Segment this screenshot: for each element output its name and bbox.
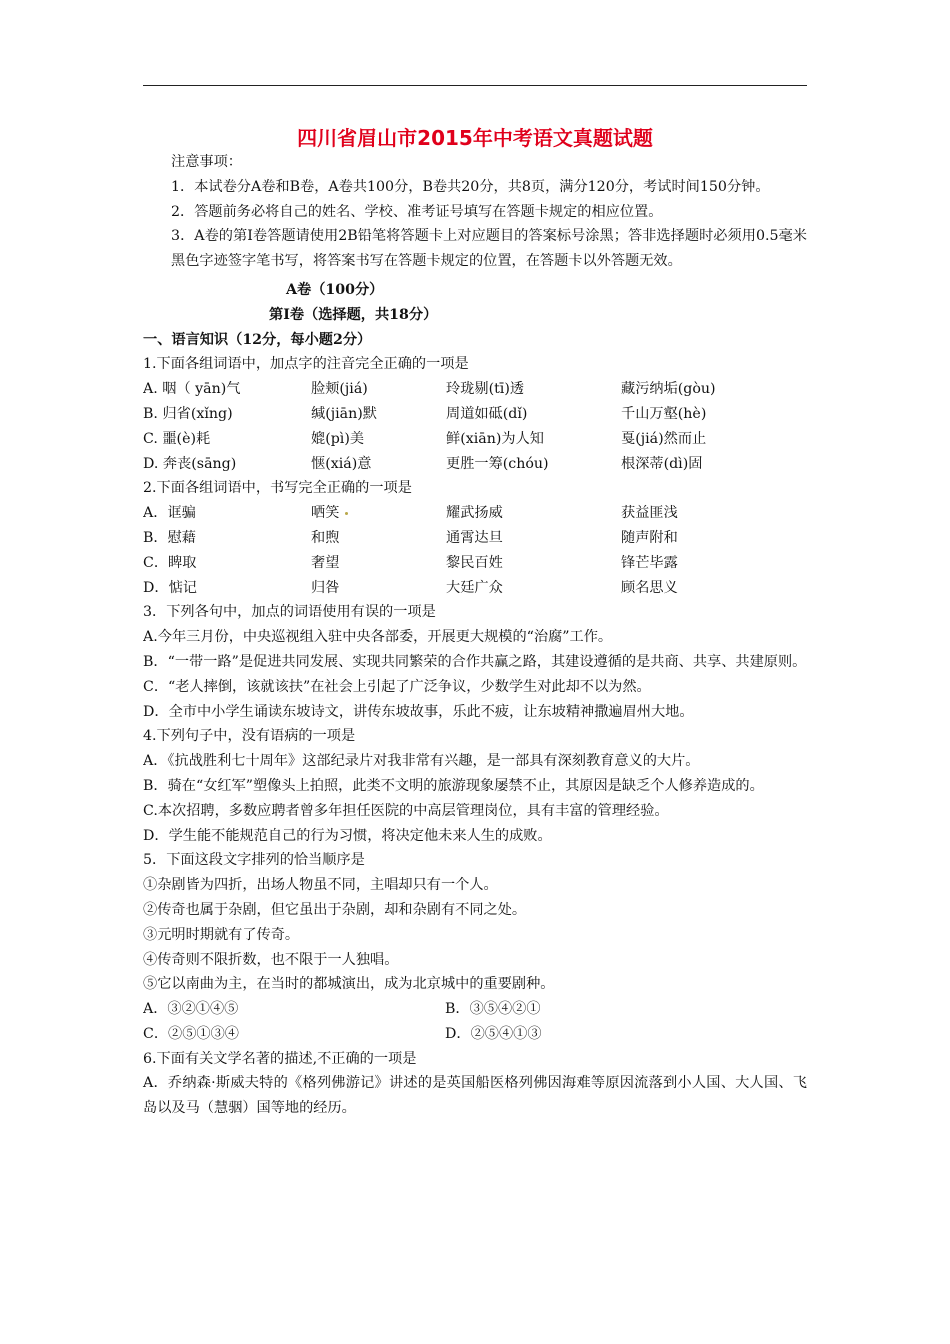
q2-d-1: D．惦记 [143, 579, 197, 596]
q1-b-4: 千山万壑(hè) [621, 405, 707, 422]
q4-option-a: A．《抗战胜利七十周年》这部纪录片对我非常有兴趣，是一部具有深刻教育意义的大片。 [143, 753, 700, 770]
q6-option-a: A．乔纳森·斯威夫特的《格列佛游记》讲述的是英国船医格列佛因海难等原因流落到小人国、大人国、飞岛以及马（慧骃）国等地的经历。 [143, 1075, 807, 1117]
q2-row-c [143, 551, 807, 576]
q5-option-d: D．②⑤④①③ [445, 1025, 542, 1042]
q5-option-c: C．②⑤①③④ [143, 1025, 239, 1042]
q1-a-4: 藏污纳垢(gòu) [621, 381, 716, 398]
q1-stem: 1.下面各组词语中，加点字的注音完全正确的一项是 [143, 356, 469, 373]
q2-b-4: 随声附和 [621, 529, 678, 546]
q3-option-d: D．全市中小学生诵读东坡诗文，讲传东坡故事，乐此不疲，让东坡精神撒遍眉州大地。 [143, 703, 694, 720]
q2-stem: 2.下面各组词语中，书写完全正确的一项是 [143, 480, 412, 497]
q5-option-b: B．③⑤④②① [445, 1001, 541, 1018]
q2-a-3: 耀武扬威 [446, 505, 503, 522]
q1-row-a [143, 377, 807, 402]
q2-row-b [143, 526, 807, 551]
q2-a-1: A．诓骗 [143, 505, 196, 522]
q5-options-row-2 [143, 1022, 807, 1047]
q5-item-3: ③元明时期就有了传奇。 [143, 926, 300, 943]
q1-c-1: C. 噩(è)耗 [143, 430, 211, 447]
q1-b-3: 周道如砥(dǐ) [446, 405, 528, 422]
q5-item-4: ④传奇则不限折数，也不限于一人独唱。 [143, 951, 399, 968]
q4-stem: 4.下列句子中，没有语病的一项是 [143, 728, 356, 745]
q1-c-4: 戛(jiá)然而止 [621, 430, 707, 447]
q5-item-2: ②传奇也属于杂剧，但它虽出于杂剧，却和杂剧有不同之处。 [143, 901, 527, 918]
doc-body [143, 150, 807, 1121]
q5-options-row-1 [143, 997, 807, 1022]
q5-item-5: ⑤它以南曲为主，在当时的都城演出，成为北京城中的重要剧种。 [143, 976, 555, 993]
q2-d-2: 归咎 [311, 579, 340, 596]
notes-heading: 注意事项： [171, 154, 242, 170]
q2-b-3: 通霄达旦 [446, 529, 503, 546]
q1-b-1: B. 归省(xǐng) [143, 405, 233, 422]
q1-c-3: 鲜(xiān)为人知 [446, 430, 544, 447]
q2-c-2: 奢望 [311, 554, 340, 571]
q4-option-d: D．学生能不能规范自己的行为习惯，将决定他未来人生的成败。 [143, 827, 552, 844]
q2-b-1: B．慰藉 [143, 529, 196, 546]
q5-item-1: ①杂剧皆为四折，出场人物虽不同，主唱却只有一个人。 [143, 877, 498, 894]
q1-a-1: A. 咽（ yān)气 [143, 381, 241, 398]
q1-d-2: 惬(xiá)意 [311, 455, 372, 472]
q2-b-2: 和煦 [311, 529, 340, 546]
part-1-heading: 一、语言知识（12分，每小题2分） [143, 331, 372, 348]
note-1: 1．本试卷分A卷和B卷，A卷共100分，B卷共20分，共8页，满分120分，考试时间150分钟。 [171, 178, 770, 195]
q1-c-2: 媲(pì)美 [311, 430, 365, 447]
q3-option-c: C．“老人摔倒，该就该扶”在社会上引起了广泛争议，少数学生对此却不以为然。 [143, 678, 651, 695]
q1-row-c [143, 427, 807, 452]
q1-a-2: 脸颊(jiá) [311, 381, 368, 398]
q2-d-4: 顾名思义 [621, 579, 678, 596]
q4-option-b: B．骑在“女红军”塑像头上拍照，此类不文明的旅游现象屡禁不止，其原因是缺乏个人修养造成的。 [143, 777, 764, 794]
q5-option-a: A．③②①④⑤ [143, 1001, 239, 1018]
q4-option-c: C.本次招聘，多数应聘者曾多年担任医院的中高层管理岗位，具有丰富的管理经验。 [143, 802, 669, 819]
q1-row-b [143, 402, 807, 427]
q2-d-3: 大廷广众 [446, 579, 503, 596]
q2-c-1: C．睥取 [143, 554, 197, 571]
q1-a-3: 玲珑剔(tī)透 [446, 381, 525, 398]
q2-a-2 [311, 501, 446, 526]
q1-row-d [143, 452, 807, 477]
stray-dot-mark [345, 512, 348, 515]
q2-row-d [143, 576, 807, 601]
q2-c-3: 黎民百姓 [446, 554, 503, 571]
q6-stem: 6.下面有关文学名著的描述,不正确的一项是 [143, 1050, 417, 1067]
q3-option-a: A.今年三月份，中央巡视组入驻中央各部委，开展更大规模的“治腐”工作。 [143, 629, 613, 646]
q5-stem: 5．下面这段文字排列的恰当顺序是 [143, 852, 365, 869]
q1-d-1: D. 奔丧(sāng) [143, 455, 237, 472]
header-rule [143, 85, 807, 86]
section-a-heading: A卷（100分） [286, 281, 384, 298]
q2-a-4: 获益匪浅 [621, 505, 678, 522]
note-3: 3．A卷的第Ⅰ卷答题请使用2B铅笔将答题卡上对应题目的答案标号涂黑；答非选择题时必须用0.5毫米黑色字迹签字笔书写，将答案书写在答题卡规定的位置，在答题卡以外答题无效。 [171, 228, 807, 270]
q1-d-3: 更胜一筹(chóu) [446, 455, 549, 472]
q3-option-b: B．“一带一路”是促进共同发展、实现共同繁荣的合作共赢之路，其建设遵循的是共商、共享、共建原则。 [143, 653, 807, 670]
q2-c-4: 锋芒毕露 [621, 554, 678, 571]
section-1-heading: 第Ⅰ卷（选择题，共18分） [269, 306, 438, 323]
q2-row-a [143, 501, 807, 526]
q1-d-4: 根深蒂(dì)固 [621, 455, 703, 472]
note-2: 2．答题前务必将自己的姓名、学校、准考证号填写在答题卡规定的相应位置。 [171, 203, 663, 220]
q1-b-2: 缄(jiān)默 [311, 405, 377, 422]
q3-stem: 3．下列各句中，加点的词语使用有误的一项是 [143, 604, 436, 621]
doc-title: 四川省眉山市2015年中考语文真题试题 [297, 126, 653, 150]
q2-a-2-text: 哂笑 [311, 505, 340, 522]
